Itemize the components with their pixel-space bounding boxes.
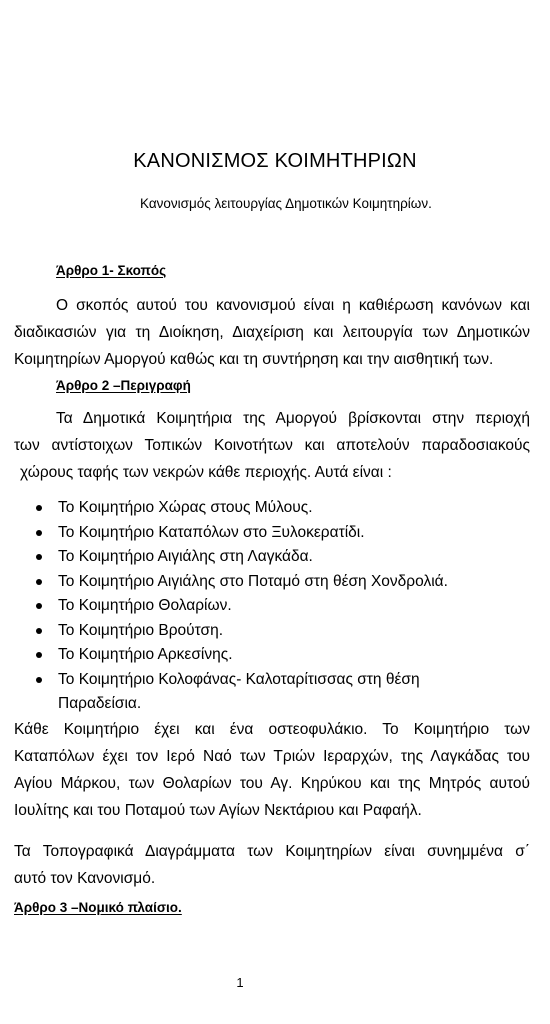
paragraph-line: Ιουλίτης και του Ποταμού των Αγίων Νεκτάριου και Ραφαήλ. xyxy=(14,802,422,819)
list-item: Το Κοιμητήριο Αρκεσίνης. xyxy=(0,643,448,668)
paragraph-line: Τα Τοπογραφικά Διαγράμματα των Κοιμητηρίων είναι συνημμένα σ΄ xyxy=(14,843,530,860)
bullet-icon xyxy=(36,554,42,560)
bullet-icon xyxy=(36,530,42,536)
paragraph-line: αυτό τον Κανονισμό. xyxy=(14,870,156,887)
document-subtitle: Κανονισμός λειτουργίας Δημοτικών Κοιμητηρίων. xyxy=(140,196,432,211)
article-1-paragraph xyxy=(14,292,530,373)
maps-paragraph xyxy=(14,838,530,892)
list-item: Το Κοιμητήριο Αιγιάλης στο Ποταμό στη θέση Χονδρολιά. xyxy=(0,570,448,595)
article-1-heading: Άρθρο 1- Σκοπός xyxy=(56,263,167,278)
bullet-icon xyxy=(36,628,42,634)
list-item: Το Κοιμητήριο Καταπόλων στο Ξυλοκερατίδι. xyxy=(0,521,448,546)
article-3-heading: Άρθρο 3 –Νομικό πλαίσιο. xyxy=(14,900,182,915)
document-title: ΚΑΝΟΝΙΣΜΟΣ ΚΟΙΜΗΤΗΡΙΩΝ xyxy=(133,150,417,172)
paragraph-line: Αγίου Μάρκου, των Θολαρίων του Αγ. Κηρύκου και της Μητρός αυτού xyxy=(14,775,530,792)
list-item: Το Κοιμητήριο Βρούτση. xyxy=(0,619,448,644)
bullet-icon xyxy=(36,603,42,609)
paragraph-line: Κοιμητηρίων Αμοργού καθώς και τη συντήρηση και την αισθητική των. xyxy=(14,351,494,368)
bullet-icon xyxy=(36,579,42,585)
paragraph-line: Κάθε Κοιμητήριο έχει και ένα οστεοφυλάκιο. Το Κοιμητήριο των xyxy=(14,721,530,738)
cemetery-list xyxy=(0,496,448,717)
paragraph-line: χώρους ταφής των νεκρών κάθε περιοχής. Αυτά είναι : xyxy=(20,464,392,481)
page-number: 1 xyxy=(236,975,244,990)
paragraph-line: Τα Δημοτικά Κοιμητήρια της Αμοργού βρίσκονται στην περιοχή xyxy=(56,410,530,427)
list-item: Το Κοιμητήριο Θολαρίων. xyxy=(0,594,448,619)
article-2-heading: Άρθρο 2 –Περιγραφή xyxy=(56,378,191,393)
paragraph-line: Καταπόλων έχει τον Ιερό Ναό των Τριών Ιεραρχών, της Λαγκάδας του xyxy=(14,748,530,765)
ossuary-paragraph xyxy=(14,716,530,824)
bullet-icon xyxy=(36,652,42,658)
list-item: Το Κοιμητήριο Κολοφάνας- Καλοταρίτισσας στη θέση Παραδείσια. xyxy=(0,668,448,717)
paragraph-line: Ο σκοπός αυτού του κανονισμού είναι η καθιέρωση κανόνων και xyxy=(56,297,530,314)
list-item: Το Κοιμητήριο Χώρας στους Μύλους. xyxy=(0,496,448,521)
list-item: Το Κοιμητήριο Αιγιάλης στη Λαγκάδα. xyxy=(0,545,448,570)
paragraph-line: διαδικασιών για τη Διοίκηση, Διαχείριση και λειτουργία των Δημοτικών xyxy=(14,324,530,341)
article-2-paragraph xyxy=(14,405,530,486)
bullet-icon xyxy=(36,505,42,511)
bullet-icon xyxy=(36,677,42,683)
paragraph-line: των αντίστοιχων Τοπικών Κοινοτήτων και αποτελούν παραδοσιακούς xyxy=(14,437,530,454)
